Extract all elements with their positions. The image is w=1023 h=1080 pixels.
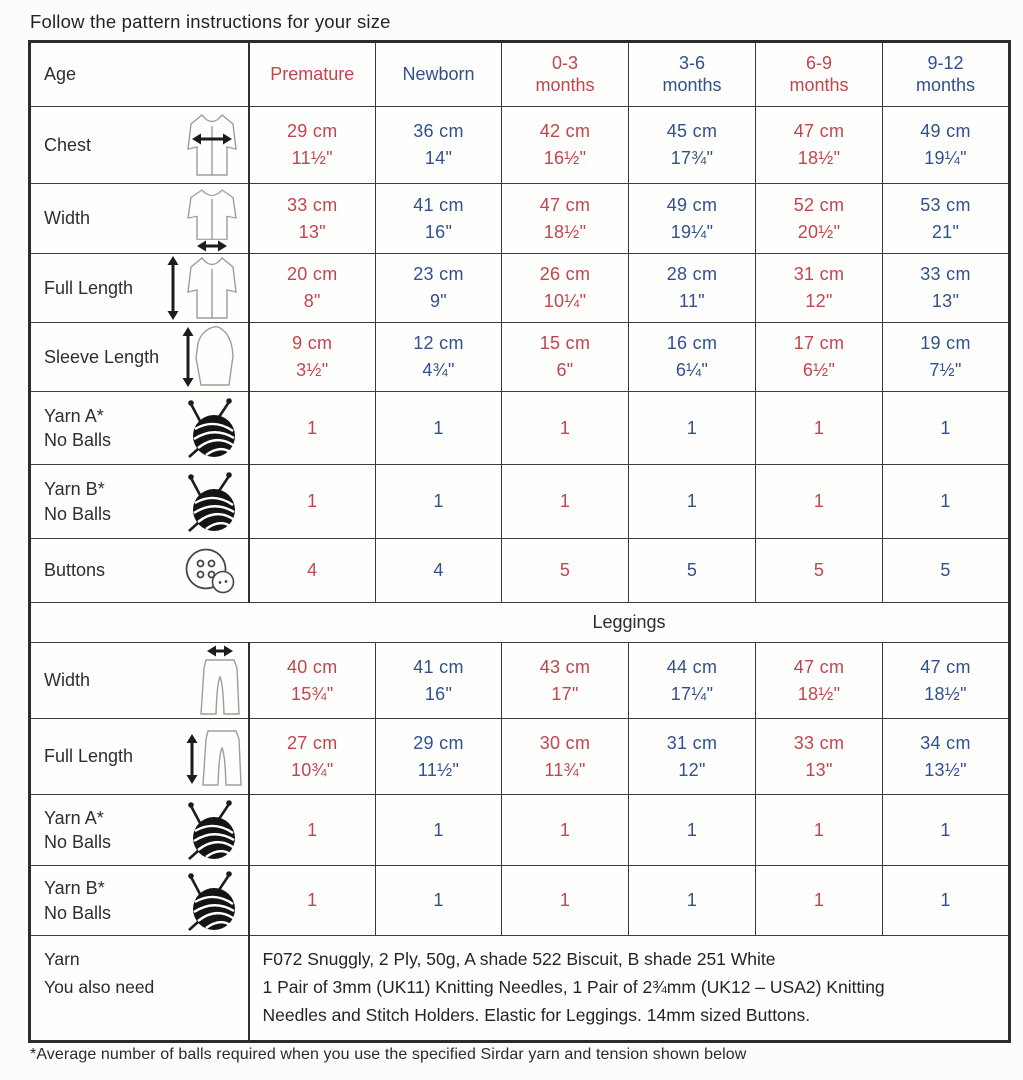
value-cell: 1 [502, 795, 629, 866]
value-cell: 19 cm 7½" [883, 323, 1010, 392]
value-cell: 49 cm 19¼" [883, 107, 1010, 184]
value-cell: 1 [756, 866, 883, 936]
value-cell: 17 cm 6½" [756, 323, 883, 392]
column-header-3-6-months: 3-6 months [629, 42, 756, 107]
value-cell: 1 [883, 392, 1010, 465]
value-cell: 31 cm 12" [756, 254, 883, 323]
table-row [30, 184, 1010, 254]
row-label-text: Yarn A* No Balls [44, 405, 112, 450]
column-header-6-9-months: 6-9 months [756, 42, 883, 107]
yarn-ball-icon [185, 396, 243, 460]
value-cell: 1 [629, 866, 756, 936]
value-cell: 28 cm 11" [629, 254, 756, 323]
page-title: Follow the pattern instructions for your size [30, 11, 391, 32]
row-label-text: Buttons [44, 560, 106, 581]
value-cell: 1 [249, 795, 376, 866]
value-cell: 1 [376, 465, 502, 539]
value-cell: 34 cm 13½" [883, 719, 1010, 795]
column-header-premature: Premature [249, 42, 376, 107]
footer-labels [30, 936, 249, 1042]
need-text-line: Needles and Stitch Holders. Elastic for Leggings. 14mm sized Buttons. [262, 1005, 811, 1025]
yarn-ball-icon [185, 798, 243, 862]
value-cell: 53 cm 21" [883, 184, 1010, 254]
value-cell: 1 [756, 795, 883, 866]
table-row [30, 936, 1010, 1042]
yarn-label: Yarn [44, 949, 80, 969]
table-row [30, 539, 1010, 603]
table-row [30, 465, 1010, 539]
row-label-width [30, 643, 249, 719]
you-also-need-label: You also need [44, 977, 155, 997]
value-cell: 15 cm 6" [502, 323, 629, 392]
value-cell: 42 cm 16½" [502, 107, 629, 184]
leggings-section-header: Leggings [30, 603, 1010, 643]
row-label-yarn-b [30, 866, 249, 936]
value-cell: 9 cm 3½" [249, 323, 376, 392]
garment-chest-icon [181, 110, 243, 180]
value-cell: 43 cm 17" [502, 643, 629, 719]
row-label-text: Sleeve Length [44, 346, 160, 367]
table-row [30, 323, 1010, 392]
footer-text [249, 936, 1010, 1042]
value-cell: 52 cm 20½" [756, 184, 883, 254]
table-row [30, 643, 1010, 719]
leggings-length-icon [185, 726, 243, 788]
value-cell: 5 [502, 539, 629, 603]
value-cell: 1 [502, 866, 629, 936]
row-label-text: Full Length [44, 746, 134, 767]
buttons-icon [181, 545, 243, 597]
value-cell: 5 [883, 539, 1010, 603]
value-cell: 44 cm 17¼" [629, 643, 756, 719]
yarn-ball-icon [185, 869, 243, 933]
value-cell: 41 cm 16" [376, 184, 502, 254]
value-cell: 1 [249, 392, 376, 465]
value-cell: 1 [629, 465, 756, 539]
garment-length-icon [167, 253, 243, 323]
row-label-width [30, 184, 249, 254]
row-label-text: Width [44, 208, 91, 229]
age-header: Age [30, 42, 249, 107]
row-label-text: Yarn A* No Balls [44, 807, 112, 852]
value-cell: 29 cm 11½" [249, 107, 376, 184]
table-row [30, 603, 1010, 643]
value-cell: 1 [629, 392, 756, 465]
value-cell: 27 cm 10¾" [249, 719, 376, 795]
row-label-full-length [30, 254, 249, 323]
row-label-buttons [30, 539, 249, 603]
value-cell: 30 cm 11¾" [502, 719, 629, 795]
value-cell: 1 [376, 392, 502, 465]
value-cell: 1 [249, 866, 376, 936]
row-label-yarn-a [30, 392, 249, 465]
value-cell: 5 [629, 539, 756, 603]
table-row [30, 254, 1010, 323]
need-text-line: 1 Pair of 3mm (UK11) Knitting Needles, 1 Pair of 2¾mm (UK12 – USA2) Knitting [262, 977, 885, 997]
value-cell: 1 [502, 465, 629, 539]
leggings-width-icon [197, 645, 243, 717]
table-row [30, 866, 1010, 936]
column-header-newborn: Newborn [376, 42, 502, 107]
value-cell: 29 cm 11½" [376, 719, 502, 795]
value-cell: 23 cm 9" [376, 254, 502, 323]
value-cell: 40 cm 15¾" [249, 643, 376, 719]
row-label-yarn-a [30, 795, 249, 866]
yarn-text: F072 Snuggly, 2 Ply, 50g, A shade 522 Biscuit, B shade 251 White [262, 949, 776, 969]
value-cell: 31 cm 12" [629, 719, 756, 795]
row-label-text: Width [44, 670, 91, 691]
table-row [30, 795, 1010, 866]
value-cell: 16 cm 6¼" [629, 323, 756, 392]
value-cell: 4 [376, 539, 502, 603]
value-cell: 36 cm 14" [376, 107, 502, 184]
value-cell: 47 cm 18½" [756, 643, 883, 719]
value-cell: 47 cm 18½" [502, 184, 629, 254]
table-row [30, 719, 1010, 795]
value-cell: 41 cm 16" [376, 643, 502, 719]
row-label-text: Chest [44, 134, 92, 155]
table-row [30, 107, 1010, 184]
value-cell: 33 cm 13" [756, 719, 883, 795]
value-cell: 26 cm 10¼" [502, 254, 629, 323]
value-cell: 1 [376, 795, 502, 866]
footnote: *Average number of balls required when you use the specified Sirdar yarn and tension shown below [30, 1046, 747, 1063]
column-header-0-3-months: 0-3 months [502, 42, 629, 107]
value-cell: 47 cm 18½" [756, 107, 883, 184]
column-header-9-12-months: 9-12 months [883, 42, 1010, 107]
value-cell: 47 cm 18½" [883, 643, 1010, 719]
value-cell: 5 [756, 539, 883, 603]
value-cell: 1 [376, 866, 502, 936]
garment-width-icon [181, 186, 243, 252]
sleeve-length-icon [181, 323, 243, 391]
value-cell: 20 cm 8" [249, 254, 376, 323]
value-cell: 4 [249, 539, 376, 603]
value-cell: 33 cm 13" [249, 184, 376, 254]
row-label-yarn-b [30, 465, 249, 539]
table-row [30, 392, 1010, 465]
row-label-sleeve-length [30, 323, 249, 392]
row-label-text: Full Length [44, 277, 134, 298]
value-cell: 1 [756, 465, 883, 539]
value-cell: 1 [629, 795, 756, 866]
yarn-ball-icon [185, 470, 243, 534]
row-label-full-length [30, 719, 249, 795]
table-row [30, 42, 1010, 107]
value-cell: 1 [883, 866, 1010, 936]
row-label-chest [30, 107, 249, 184]
value-cell: 33 cm 13" [883, 254, 1010, 323]
row-label-text: Yarn B* No Balls [44, 479, 112, 524]
value-cell: 49 cm 19¼" [629, 184, 756, 254]
value-cell: 1 [756, 392, 883, 465]
row-label-text: Yarn B* No Balls [44, 878, 112, 923]
value-cell: 1 [883, 795, 1010, 866]
size-table [28, 40, 1011, 1043]
value-cell: 1 [249, 465, 376, 539]
value-cell: 45 cm 17¾" [629, 107, 756, 184]
value-cell: 1 [502, 392, 629, 465]
value-cell: 1 [883, 465, 1010, 539]
value-cell: 12 cm 4¾" [376, 323, 502, 392]
